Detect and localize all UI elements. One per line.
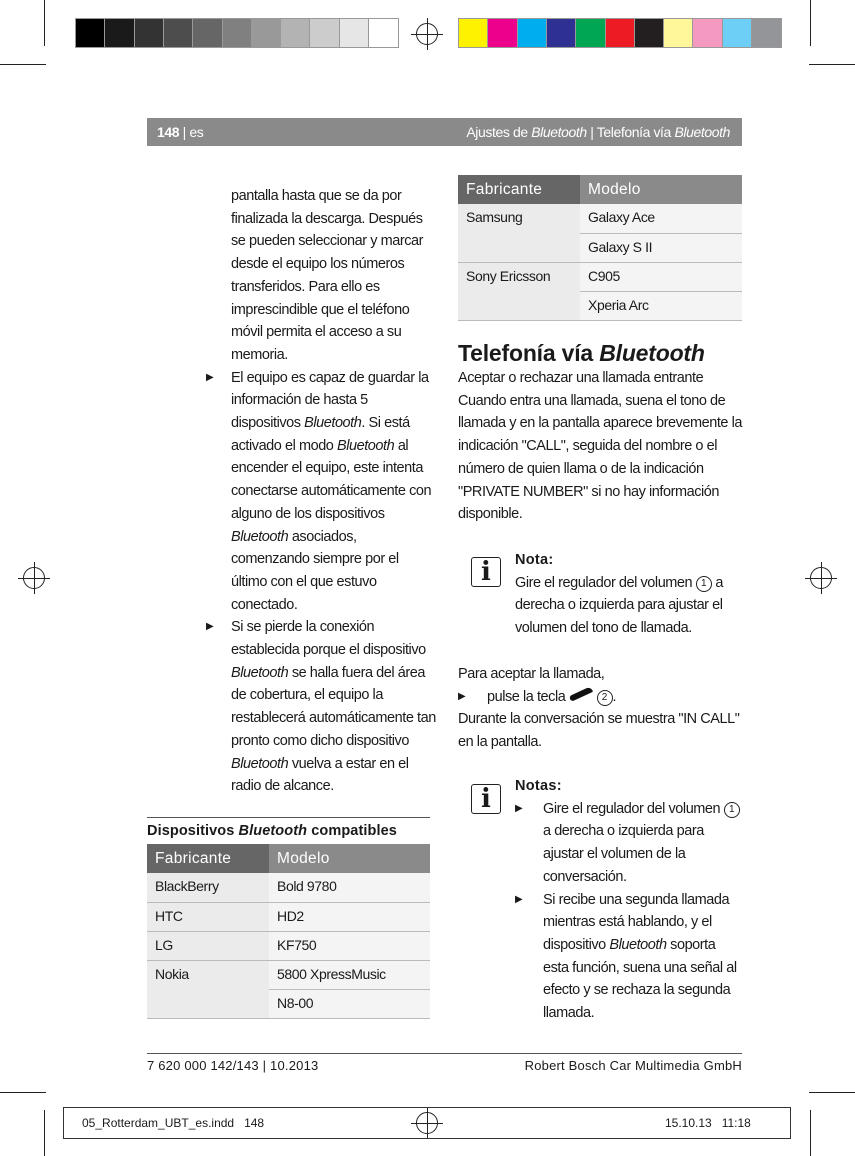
model-cell: C905 xyxy=(580,262,742,291)
manufacturer-cell: BlackBerry xyxy=(147,873,269,902)
color-swatch xyxy=(575,18,606,48)
table-header-row xyxy=(458,175,742,204)
gray-swatch xyxy=(104,18,135,48)
color-swatch xyxy=(663,18,694,48)
accept-instructions xyxy=(458,663,748,754)
crop-mark xyxy=(809,1092,855,1093)
compatible-devices-table xyxy=(147,844,430,1019)
crop-mark xyxy=(44,0,45,46)
page-number: 148 xyxy=(157,124,180,140)
column-header: Fabricante xyxy=(147,844,269,873)
crop-mark xyxy=(0,64,46,65)
compatible-devices-table-continued xyxy=(458,175,742,321)
text: Bluetooth xyxy=(231,755,289,772)
gray-swatch xyxy=(251,18,282,48)
color-swatch xyxy=(487,18,518,48)
section-text: Bluetooth xyxy=(674,124,730,140)
language: es xyxy=(189,124,204,140)
slug-date: 15.10.13 11:18 xyxy=(665,1116,751,1130)
table-row xyxy=(147,960,430,989)
registration-mark-icon xyxy=(416,23,438,45)
note-title: Nota: xyxy=(515,552,554,568)
text: Si se pierde la conexión establecida porque el dispositivo xyxy=(231,619,426,659)
crop-mark xyxy=(0,1092,46,1093)
crop-mark xyxy=(44,1110,45,1156)
footer-divider xyxy=(147,1053,742,1054)
text: vuelva a estar en el radio de alcance. xyxy=(231,755,409,795)
model-cell: KF750 xyxy=(269,931,430,960)
registration-mark-icon xyxy=(810,567,832,589)
text: soporta esta función, suena una señal al efecto y se rechaza la segunda llamada. xyxy=(543,936,737,1022)
publisher: Robert Bosch Car Multimedia GmbH xyxy=(524,1058,742,1073)
table-row xyxy=(147,931,430,960)
divider xyxy=(147,817,430,818)
text: asociados, comenzando siempre por el último con el que estuvo conectado. xyxy=(231,528,399,613)
paragraph: pantalla hasta que se da por finalizada la descarga. Después se pueden seleccionar y marcar desde el equipo los números transferidos. Para ello es imprescindible que el teléfono móvil permita el acceso a su memoria. xyxy=(231,188,424,363)
color-swatch xyxy=(517,18,548,48)
color-swatch xyxy=(458,18,489,48)
text: se halla fuera del área de cobertura, el equipo la restablecerá automáticamente tan pronto como dicho dispositivo xyxy=(231,664,436,749)
gray-swatch xyxy=(163,18,194,48)
color-swatch xyxy=(692,18,723,48)
gray-swatch xyxy=(339,18,370,48)
gray-swatch xyxy=(134,18,165,48)
gray-swatch xyxy=(75,18,106,48)
model-cell: Bold 9780 xyxy=(269,873,430,902)
text: . xyxy=(612,688,617,705)
bullet-triangle-icon: ▶ xyxy=(515,893,523,905)
manufacturer-cell: LG xyxy=(147,931,269,960)
manufacturer-cell: Sony Ericsson xyxy=(458,262,580,320)
manufacturer-cell: Samsung xyxy=(458,204,580,262)
bullet-triangle-icon: ▶ xyxy=(206,621,214,633)
section-text: Ajustes de xyxy=(466,124,532,140)
text: al encender el equipo, este intenta conectarse automáticamente con alguno de los dispositivos xyxy=(231,437,432,522)
crop-mark xyxy=(809,64,855,65)
notes-box xyxy=(515,775,740,1025)
text: Gire el regulador del volumen xyxy=(515,574,696,591)
text: Si recibe una segunda llamada mientras está hablando, y el dispositivo xyxy=(543,891,730,953)
gray-swatch xyxy=(309,18,340,48)
model-cell: Galaxy S II xyxy=(580,233,742,262)
title-text: Bluetooth xyxy=(238,823,308,839)
bullet-item xyxy=(515,889,740,1025)
info-icon: i xyxy=(471,784,501,814)
crop-mark xyxy=(810,1110,811,1156)
heading-text: Bluetooth xyxy=(599,340,705,366)
text: . Si está activado el modo xyxy=(231,415,410,454)
gray-swatch xyxy=(192,18,223,48)
table-title xyxy=(147,823,397,839)
color-swatch xyxy=(634,18,665,48)
model-cell: HD2 xyxy=(269,902,430,931)
text: pulse la tecla xyxy=(487,688,569,705)
column-header: Modelo xyxy=(269,844,430,873)
info-icon: i xyxy=(471,557,501,587)
table-row xyxy=(458,204,742,233)
right-column-text xyxy=(458,367,748,526)
notes-title: Notas: xyxy=(515,778,562,794)
text: a derecha o izquierda para ajustar el volumen del tono de llamada. xyxy=(515,574,723,637)
model-cell: Xperia Arc xyxy=(580,291,742,320)
color-swatch xyxy=(546,18,577,48)
gray-swatch xyxy=(368,18,399,48)
color-swatch xyxy=(751,18,782,48)
title-text: Dispositivos xyxy=(147,823,239,839)
bullet-item xyxy=(458,686,748,709)
column-header: Fabricante xyxy=(458,175,580,204)
color-swatch xyxy=(722,18,753,48)
section-heading xyxy=(458,340,705,367)
manufacturer-cell: Nokia xyxy=(147,960,269,1018)
slug-filename: 05_Rotterdam_UBT_es.indd 148 xyxy=(82,1116,265,1130)
text: Bluetooth xyxy=(609,936,667,953)
bullet-triangle-icon: ▶ xyxy=(458,690,466,702)
bullet-item xyxy=(515,798,740,889)
separator: | xyxy=(586,124,597,140)
section-text: Telefonía vía xyxy=(596,124,675,140)
note-text xyxy=(515,572,740,640)
subheading: Aceptar o rechazar una llamada entrante xyxy=(458,370,704,386)
page-header: 148 | es Ajustes de Bluetooth | Telefonía vía Bluetooth xyxy=(147,118,742,146)
heading-text: Telefonía vía xyxy=(458,340,600,366)
registration-mark-icon xyxy=(23,567,45,589)
text: Bluetooth xyxy=(231,664,289,681)
gray-swatch xyxy=(280,18,311,48)
table-header-row xyxy=(147,844,430,873)
color-swatch xyxy=(605,18,636,48)
crop-mark xyxy=(810,0,811,46)
manufacturer-cell: HTC xyxy=(147,902,269,931)
model-cell: Galaxy Ace xyxy=(580,204,742,233)
title-text: compatibles xyxy=(307,823,397,839)
paragraph: Cuando entra una llamada, suena el tono de llamada y en la pantalla aparece brevemente la indicación "CALL", seguida del nombre o el número de quien llama o de la indicación "PRIVATE NUMBER" si no hay información disponible. xyxy=(458,392,742,523)
control-number-badge: 1 xyxy=(696,576,712,592)
section-title xyxy=(466,124,730,140)
paragraph: Para aceptar la llamada, xyxy=(458,666,605,682)
phone-icon xyxy=(569,686,593,702)
paragraph: Durante la conversación se muestra "IN CALL" en la pantalla. xyxy=(458,711,740,751)
bullet-triangle-icon: ▶ xyxy=(206,371,214,383)
control-number-badge: 1 xyxy=(724,802,740,818)
text: Bluetooth xyxy=(231,528,289,545)
left-column-text xyxy=(206,185,436,798)
model-cell: N8-00 xyxy=(269,989,430,1018)
text: Bluetooth xyxy=(304,415,362,432)
column-header: Modelo xyxy=(580,175,742,204)
bullet-triangle-icon: ▶ xyxy=(515,802,523,814)
text: El equipo es capaz de guardar la información de hasta 5 dispositivos xyxy=(231,369,429,432)
model-cell: 5800 XpressMusic xyxy=(269,960,430,989)
note-box xyxy=(515,549,740,640)
text: Gire el regulador del volumen xyxy=(543,800,724,817)
table-row xyxy=(458,262,742,291)
table-row xyxy=(147,873,430,902)
bullet-item xyxy=(206,367,436,617)
text: a derecha o izquierda para ajustar el volumen de la conversación. xyxy=(543,823,704,885)
control-number-badge: 2 xyxy=(597,690,613,706)
bullet-item xyxy=(206,616,436,798)
section-text: Bluetooth xyxy=(531,124,587,140)
text: Bluetooth xyxy=(337,437,395,454)
gray-swatch xyxy=(222,18,253,48)
document-number: 7 620 000 142/143 | 10.2013 xyxy=(147,1058,319,1073)
table-row xyxy=(147,902,430,931)
